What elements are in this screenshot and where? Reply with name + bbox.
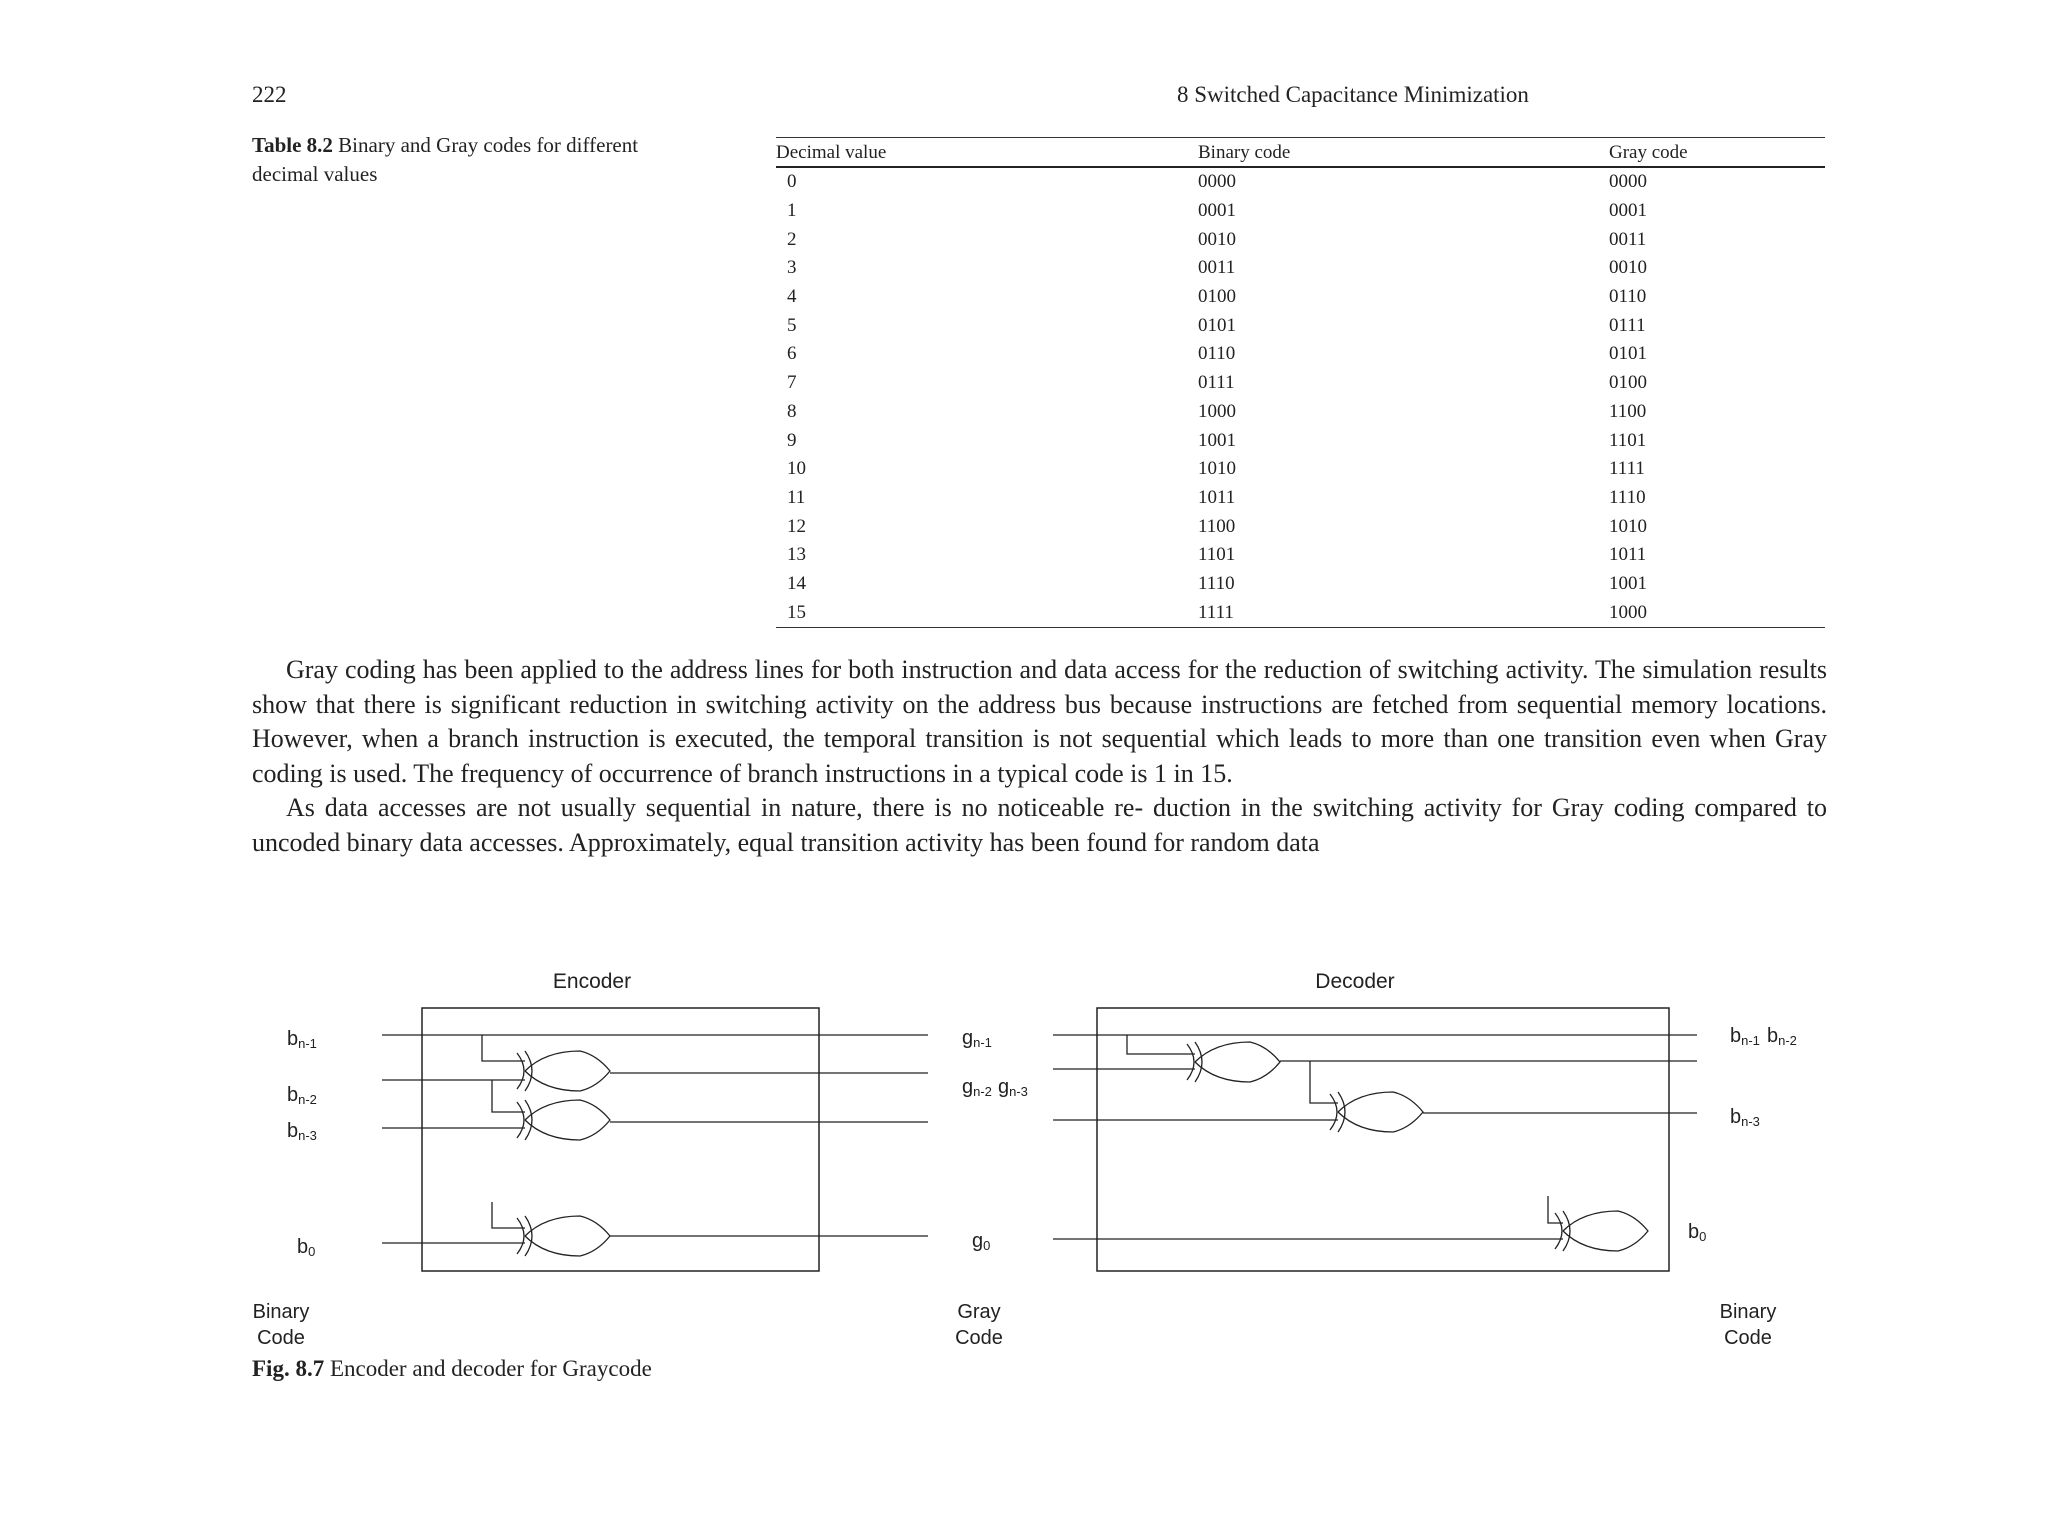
- column-header-binary: Binary code: [1198, 138, 1609, 168]
- xor-gate: [517, 1216, 610, 1256]
- cell-gray: 1100: [1609, 400, 1647, 422]
- cell-gray: 0101: [1609, 343, 1647, 365]
- cell-binary: 0110: [1198, 343, 1236, 365]
- cell-decimal: 15: [776, 598, 1198, 627]
- binary-code-left-line2: Code: [257, 1327, 305, 1349]
- xor-gate: [1187, 1042, 1280, 1082]
- cell-gray: 0111: [1609, 314, 1646, 336]
- cell-binary: 0001: [1198, 200, 1236, 222]
- cell-binary: 0100: [1198, 286, 1236, 308]
- cell-gray: 0000: [1609, 171, 1647, 193]
- running-title: 8 Switched Capacitance Minimization: [1177, 82, 1529, 107]
- column-header-gray: Gray code: [1609, 138, 1825, 168]
- decoder-wires: [1053, 1035, 1697, 1239]
- gray-label-gn-2: gn-2: [962, 1076, 992, 1099]
- binary-code-left-line1: Binary: [252, 1301, 310, 1323]
- gray-code-line1: Gray: [957, 1301, 1001, 1323]
- cell-gray: 1001: [1609, 572, 1647, 594]
- decoder-xor-gates: [1187, 1042, 1648, 1251]
- cell-gray: 0110: [1609, 286, 1647, 308]
- cell-gray: 1110: [1609, 486, 1646, 508]
- cell-decimal: 2: [787, 228, 797, 250]
- xor-gate: [517, 1051, 610, 1091]
- cell-decimal: 12: [787, 515, 806, 537]
- cell-binary: 1110: [1198, 572, 1235, 594]
- binary-code-right-line2: Code: [1724, 1327, 1772, 1349]
- cell-binary: 0101: [1198, 314, 1236, 336]
- figure-caption-label: Fig. 8.7: [252, 1356, 325, 1381]
- cell-binary: 1011: [1198, 486, 1236, 508]
- cell-decimal: 8: [787, 400, 797, 422]
- input-label-bn-1: bn-1: [287, 1028, 317, 1051]
- cell-gray: 1011: [1609, 544, 1647, 566]
- figure-caption: [252, 1356, 652, 1382]
- column-header-decimal: Decimal value: [776, 138, 1198, 168]
- table-caption-label: Table 8.2: [252, 133, 333, 157]
- page-number: 222: [252, 82, 287, 107]
- output-label-bn-3: bn-3: [1730, 1106, 1760, 1129]
- cell-decimal: 9: [787, 429, 797, 451]
- decoder-box: [1097, 1008, 1669, 1271]
- input-label-b0: b0: [297, 1236, 316, 1259]
- cell-decimal: 10: [787, 458, 806, 480]
- paragraph: As data accesses are not usually sequential in nature, there is no noticeable re- duction in the switching activity for Gray coding compared to uncoded binary data accesses. Approximately, equal transition activity has been found for random data: [252, 793, 1827, 857]
- cell-binary: 1010: [1198, 458, 1236, 480]
- xor-gate: [1555, 1211, 1648, 1251]
- cell-binary: 1001: [1198, 429, 1236, 451]
- cell-binary: 1101: [1198, 544, 1236, 566]
- cell-decimal: 11: [787, 486, 806, 508]
- cell-binary: 1111: [1198, 598, 1609, 627]
- cell-decimal: 6: [787, 343, 797, 365]
- cell-gray: 1111: [1609, 458, 1645, 480]
- cell-binary: 0011: [1198, 257, 1236, 279]
- gray-label-g0: g0: [972, 1230, 991, 1253]
- cell-decimal: 14: [787, 572, 806, 594]
- cell-binary: 0010: [1198, 228, 1236, 250]
- gray-label-gn-1: gn-1: [962, 1027, 992, 1050]
- cell-decimal: 4: [787, 286, 797, 308]
- encoder-xor-gates: [517, 1051, 610, 1256]
- cell-decimal: 5: [787, 314, 797, 336]
- output-label-bn-1: bn-1: [1730, 1025, 1760, 1048]
- cell-gray: 0001: [1609, 200, 1647, 222]
- encoder-wires: [382, 1035, 928, 1243]
- decoder-title: Decoder: [1315, 970, 1395, 993]
- cell-binary: 1000: [1198, 400, 1236, 422]
- cell-gray: 0011: [1609, 228, 1647, 250]
- cell-binary: 1100: [1198, 515, 1236, 537]
- cell-gray: 1101: [1609, 429, 1647, 451]
- encoder-title: Encoder: [552, 970, 632, 993]
- input-label-bn-2: bn-2: [287, 1084, 317, 1107]
- output-label-bn-2: bn-2: [1767, 1025, 1797, 1048]
- table-caption-text: Binary and Gray codes for different decimal values: [252, 133, 639, 186]
- cell-binary: 0111: [1198, 372, 1235, 394]
- cell-binary: 0000: [1198, 171, 1236, 193]
- output-label-b0: b0: [1688, 1221, 1707, 1244]
- gray-code-line2: Code: [955, 1327, 1003, 1349]
- cell-decimal: 0: [787, 171, 797, 193]
- cell-gray: 0100: [1609, 372, 1647, 394]
- figure-caption-text: Encoder and decoder for Graycode: [329, 1356, 652, 1381]
- binary-code-right-line1: Binary: [1719, 1301, 1777, 1323]
- cell-decimal: 7: [787, 372, 797, 394]
- cell-decimal: 13: [787, 544, 806, 566]
- input-label-bn-3: bn-3: [287, 1120, 317, 1143]
- cell-gray: 0010: [1609, 257, 1647, 279]
- xor-gate: [517, 1100, 610, 1140]
- xor-gate: [1330, 1092, 1423, 1132]
- cell-gray: 1000: [1609, 598, 1825, 627]
- paragraph: Gray coding has been applied to the address lines for both instruction and data access for the reduction of switching activity. The simulation results show that there is significant reduction in switching activity on the address bus because instructions are fetched from sequential memory locations. However, when a branch instruction is executed, the temporal transition is not sequential which leads to more than one transition even when Gray coding is used. The frequency of occurrence of branch instructions in a typical code is 1 in 15.: [252, 655, 1827, 788]
- cell-decimal: 3: [787, 257, 797, 279]
- gray-label-gn-3: gn-3: [998, 1076, 1028, 1099]
- cell-decimal: 1: [787, 200, 797, 222]
- cell-gray: 1010: [1609, 515, 1647, 537]
